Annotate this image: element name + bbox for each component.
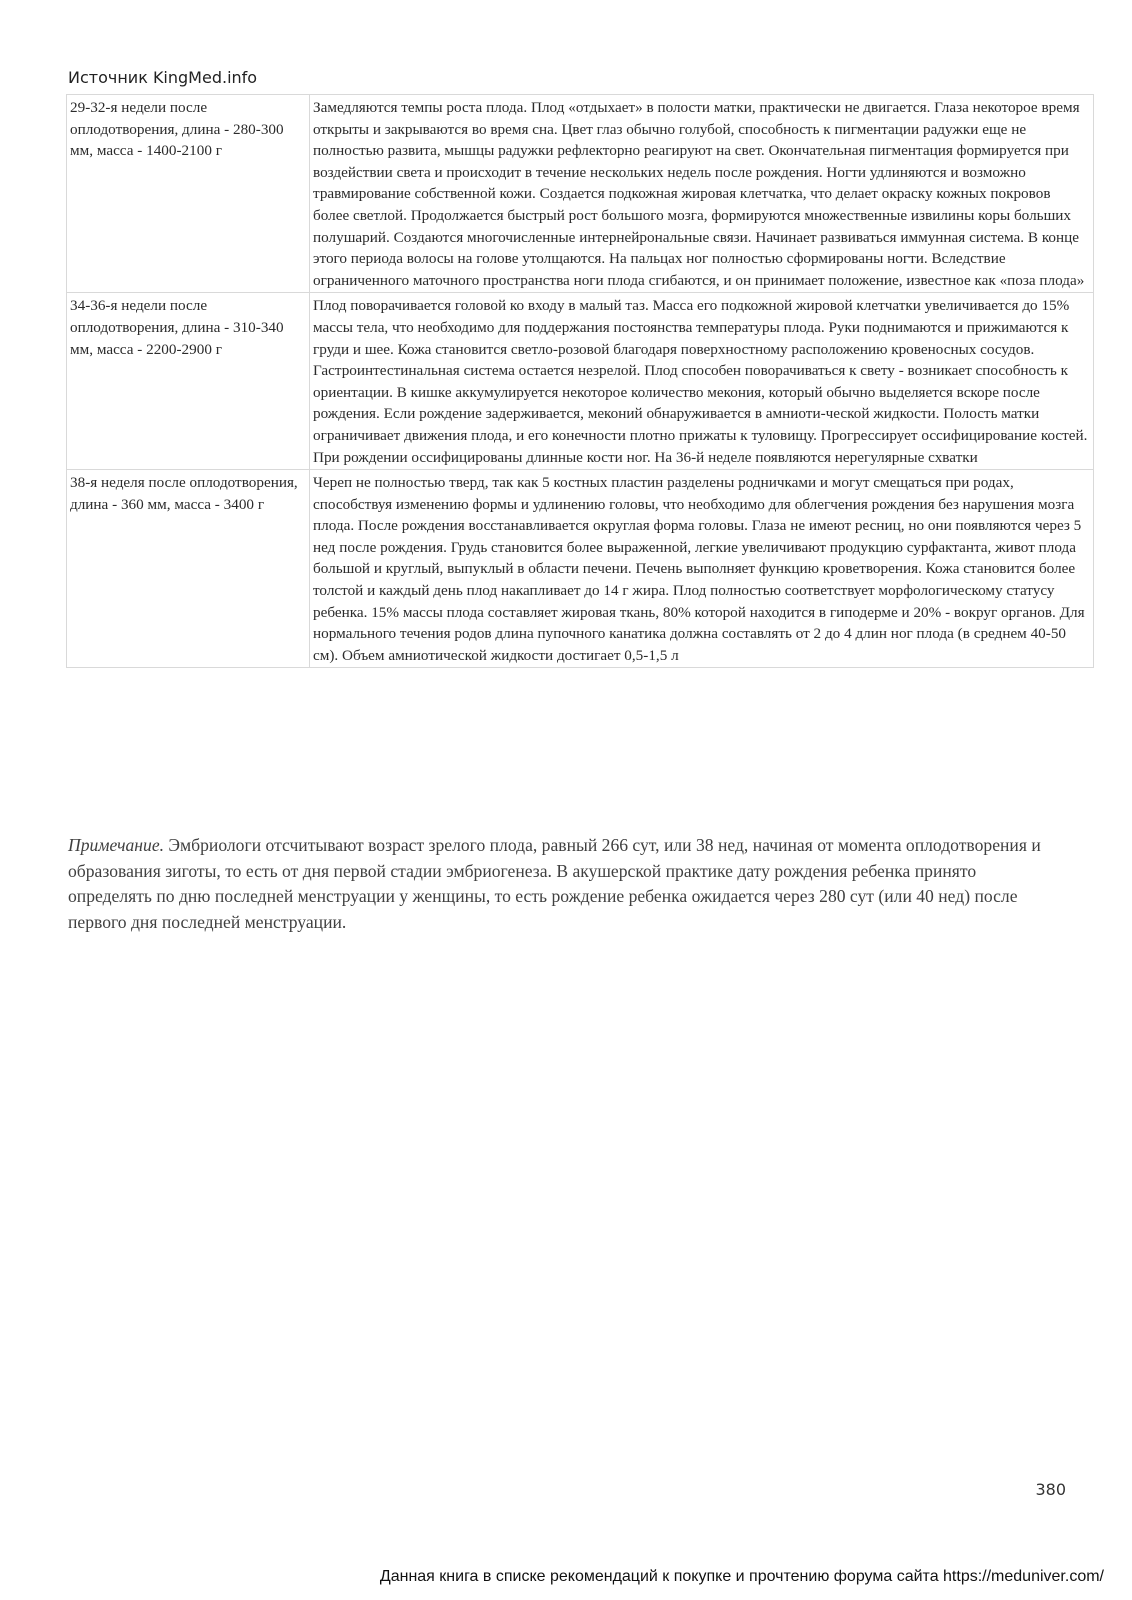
table-row	[67, 293, 1094, 470]
period-cell: 34-36-я недели после оплодотворения, длина - 310-340 мм, масса - 2200-2900 г	[67, 293, 310, 470]
page-number: 380	[1035, 1480, 1066, 1499]
source-header: Источник KingMed.info	[68, 68, 258, 87]
note-text: Эмбриологи отсчитывают возраст зрелого плода, равный 266 сут, или 38 нед, начиная от момента оплодотворения и образования зиготы, то есть от дня первой стадии эмбриогенеза. В акушерской практике дату рождения ребенка принято определять по дню последней менструации у женщины, то есть рождение ребенка ожидается через 280 сут (или 40 нед) после первого дня последней менструации.	[68, 835, 1041, 932]
period-cell: 29-32-я недели после оплодотворения, длина - 280-300 мм, масса - 1400-2100 г	[67, 95, 310, 293]
note-paragraph	[68, 833, 1058, 935]
footer-text: Данная книга в списке рекомендаций к покупке и прочтению форума сайта https://meduniver.com/	[379, 1568, 1104, 1585]
table-row	[67, 95, 1094, 293]
description-cell: Плод поворачивается головой ко входу в малый таз. Масса его подкожной жировой клетчатки увеличивается до 15% массы тела, что необходимо для поддержания постоянства температуры плода. Руки поднимаются и прижимаются к груди и шее. Кожа становится светло-розовой благодаря поверхностному расположению кровеносных сосудов. Гастроинтестинальная система остается незрелой. Плод способен поворачиваться к свету - возникает способность к ориентации. В кишке аккумулируется некоторое количество мекония, который обычно выделяется вскоре после рождения. Если рождение задерживается, меконий обнаруживается в амниоти-ческой жидкости. Полость матки ограничивает движения плода, и его конечности плотно прижаты к туловищу. Прогрессирует оссифицирование костей. При рождении оссифицированы длинные кости ног. На 36-й неделе появляются нерегулярные схватки	[310, 293, 1094, 470]
fetal-development-table	[66, 94, 1094, 668]
period-cell: 38-я неделя после оплодотворения, длина - 360 мм, масса - 3400 г	[67, 470, 310, 668]
description-cell: Череп не полностью тверд, так как 5 костных пластин разделены родничками и могут смещаться при родах, способствуя изменению формы и удлинению головы, что необходимо для облегчения рождения без нарушения мозга плода. После рождения восстанавливается округлая форма головы. Глаза не имеют ресниц, но они появляются через 5 нед после рождения. Грудь становится более выраженной, легкие увеличивают продукцию сурфактанта, живот плода большой и круглый, выпуклый в области печени. Печень выполняет функцию кроветворения. Кожа становится более толстой и каждый день плод накапливает до 14 г жира. Плод полностью соответствует морфологическому статусу ребенка. 15% массы плода составляет жировая ткань, 80% которой находится в гиподерме и 20% - вокруг органов. Для нормального течения родов длина пупочного канатика должна составлять от 2 до 4 длин ног плода (в среднем 40-50 см). Объем амниотической жидкости достигает 0,5-1,5 л	[310, 470, 1094, 668]
description-cell: Замедляются темпы роста плода. Плод «отдыхает» в полости матки, практически не двигается. Глаза некоторое время открыты и закрываются во время сна. Цвет глаз обычно голубой, способность к пигментации радужки еще не полностью развита, мышцы радужки рефлекторно реагируют на свет. Окончательная пигментация формируется при воздействии света и происходит в течение нескольких недель после рождения. Ногти удлиняются и возможно травмирование собственной кожи. Создается подкожная жировая клетчатка, что делает окраску кожных покровов более светлой. Продолжается быстрый рост большого мозга, формируются множественные извилины коры больших полушарий. Создаются многочисленные интернейрональные связи. Начинает развиваться иммунная система. В конце этого периода волосы на голове утолщаются. На пальцах ног полностью сформированы ногти. Вследствие ограниченного маточного пространства ноги плода сгибаются, и он принимает положение, известное как «поза плода»	[310, 95, 1094, 293]
table-row	[67, 470, 1094, 668]
note-label: Примечание.	[68, 835, 165, 855]
